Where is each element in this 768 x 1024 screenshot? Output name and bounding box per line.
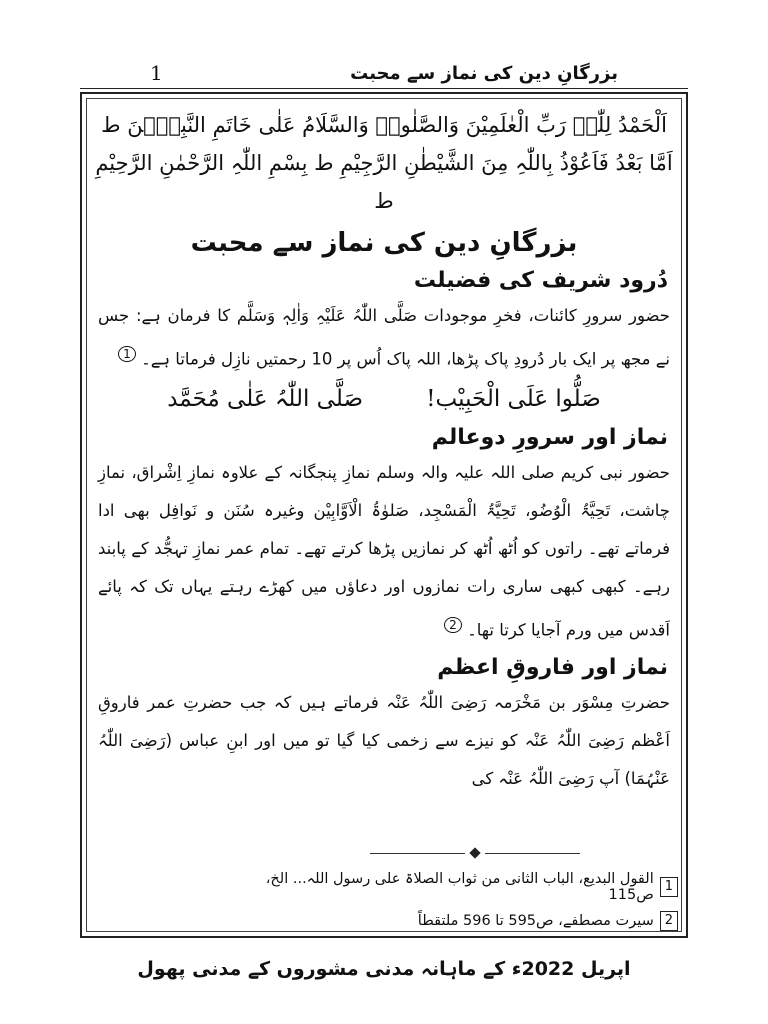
footnotes [220,870,678,938]
running-title: بزرگانِ دین کی نماز سے محبت [350,62,618,84]
opening-line-1: اَلْحَمْدُ لِلّٰہِ رَبِّ الْعٰلَمِیْنَ وَالصَّلٰوۃُ وَالسَّلَامُ عَلٰی خَاتَمِ النَّبِیّٖنَ ط [101,113,667,137]
footnote-item [220,904,678,938]
footnote-text: سیرت مصطفے، ص595 تا 596 ملتقطاً [417,913,654,929]
page-footer: اپریل 2022ء کے ماہانہ مدنی مشوروں کے مدنی پھول [137,958,631,980]
footnote-text: القول البدیع، الباب الثانی من ثواب الصلاۃ علی رسول اللہ... الخ، ص115 [265,871,654,903]
ornament-diamond-icon [469,847,480,858]
footnote-ref-1: 1 [118,346,136,362]
section-heading-durood: دُرود شریف کی فضیلت [413,268,668,293]
footnote-item [220,870,678,904]
section-heading-prophet: نماز اور سرورِ دوعالم [431,424,668,450]
footnote-number: 1 [660,877,678,897]
opening-line-2: اَمَّا بَعْدُ فَاَعُوْذُ بِاللّٰہِ مِنَ الشَّیْطٰنِ الرَّجِیْمِ ط بِسْمِ اللّٰہِ الرَّحْمٰنِ الرَّحِیْمِ ط [95,151,673,213]
section-text-farooq: حضرتِ مِسْوَر بن مَخْرَمہ رَضِیَ اللّٰہُ عَنْہ فرماتے ہیں کہ جب حضرتِ عمر فاروقِ اَعْظم رَضِیَ اللّٰہُ عَنْہ کو نیزے سے زخمی کیا گیا تو میں اور ابنِ عباس (رَضِیَ اللّٰہُ عَنْہُمَا) آپ رَضِیَ اللّٰہُ عَنْہ کی [98,693,670,788]
header-rule [80,88,688,89]
footnote-ref-2: 2 [444,617,462,633]
section-heading-farooq: نماز اور فاروقِ اعظم [437,655,668,680]
prophet-paragraph: حضور نبی کریم صلی اللہ علیہ والہ وسلم نمازِ پنجگانہ کے علاوہ نمازِ اِشْراق، نمازِ چاشت، تَحِیَّۃُ الْوُضُو، تَحِیَّۃُ الْمَسْجِد، صَلوٰۃُ الْاَوَّابِیْن وغیرہ سُنَن و نَوافِل بھی ادا فرماتے تھے۔ راتوں کو اُٹھ اُٹھ کر نمازیں پڑھا کرتے تھے۔ تمام عمر نمازِ تہجُّد کے پابند رہے۔ کبھی کبھی ساری رات نمازوں اور دعاؤں میں کھڑے رہتے یہاں تک کہ پائے اَقدس میں ورم آجایا کرتا تھا۔ [98,462,670,639]
durood-left: صَلُّوا عَلَی الْحَبِیْب! [426,385,601,412]
page-header [150,58,618,88]
footnote-number: 2 [660,911,678,931]
durood-line [92,379,676,419]
page-number: 1 [150,61,163,85]
durood-paragraph: حضور سرورِ کائنات، فخرِ موجودات صَلَّی اللّٰہُ عَلَیْہِ وَاٰلِہٖ وَسَلَّم کا فرمان ہے: جس نے مجھ پر ایک بار دُرودِ پاک پڑھا، اللہ پاک اُس پر 10 رحمتیں نازِل فرماتا ہے۔ [98,306,670,369]
durood-right: صَلَّی اللّٰہُ عَلٰی مُحَمَّد [167,385,363,412]
ornament-line [370,853,465,854]
ornament-line [485,853,580,854]
page-content [92,100,676,798]
main-title: بزرگانِ دین کی نماز سے محبت [190,228,578,258]
section-text-durood [98,297,670,379]
ornament-divider [370,846,580,860]
section-text-prophet [98,454,670,650]
